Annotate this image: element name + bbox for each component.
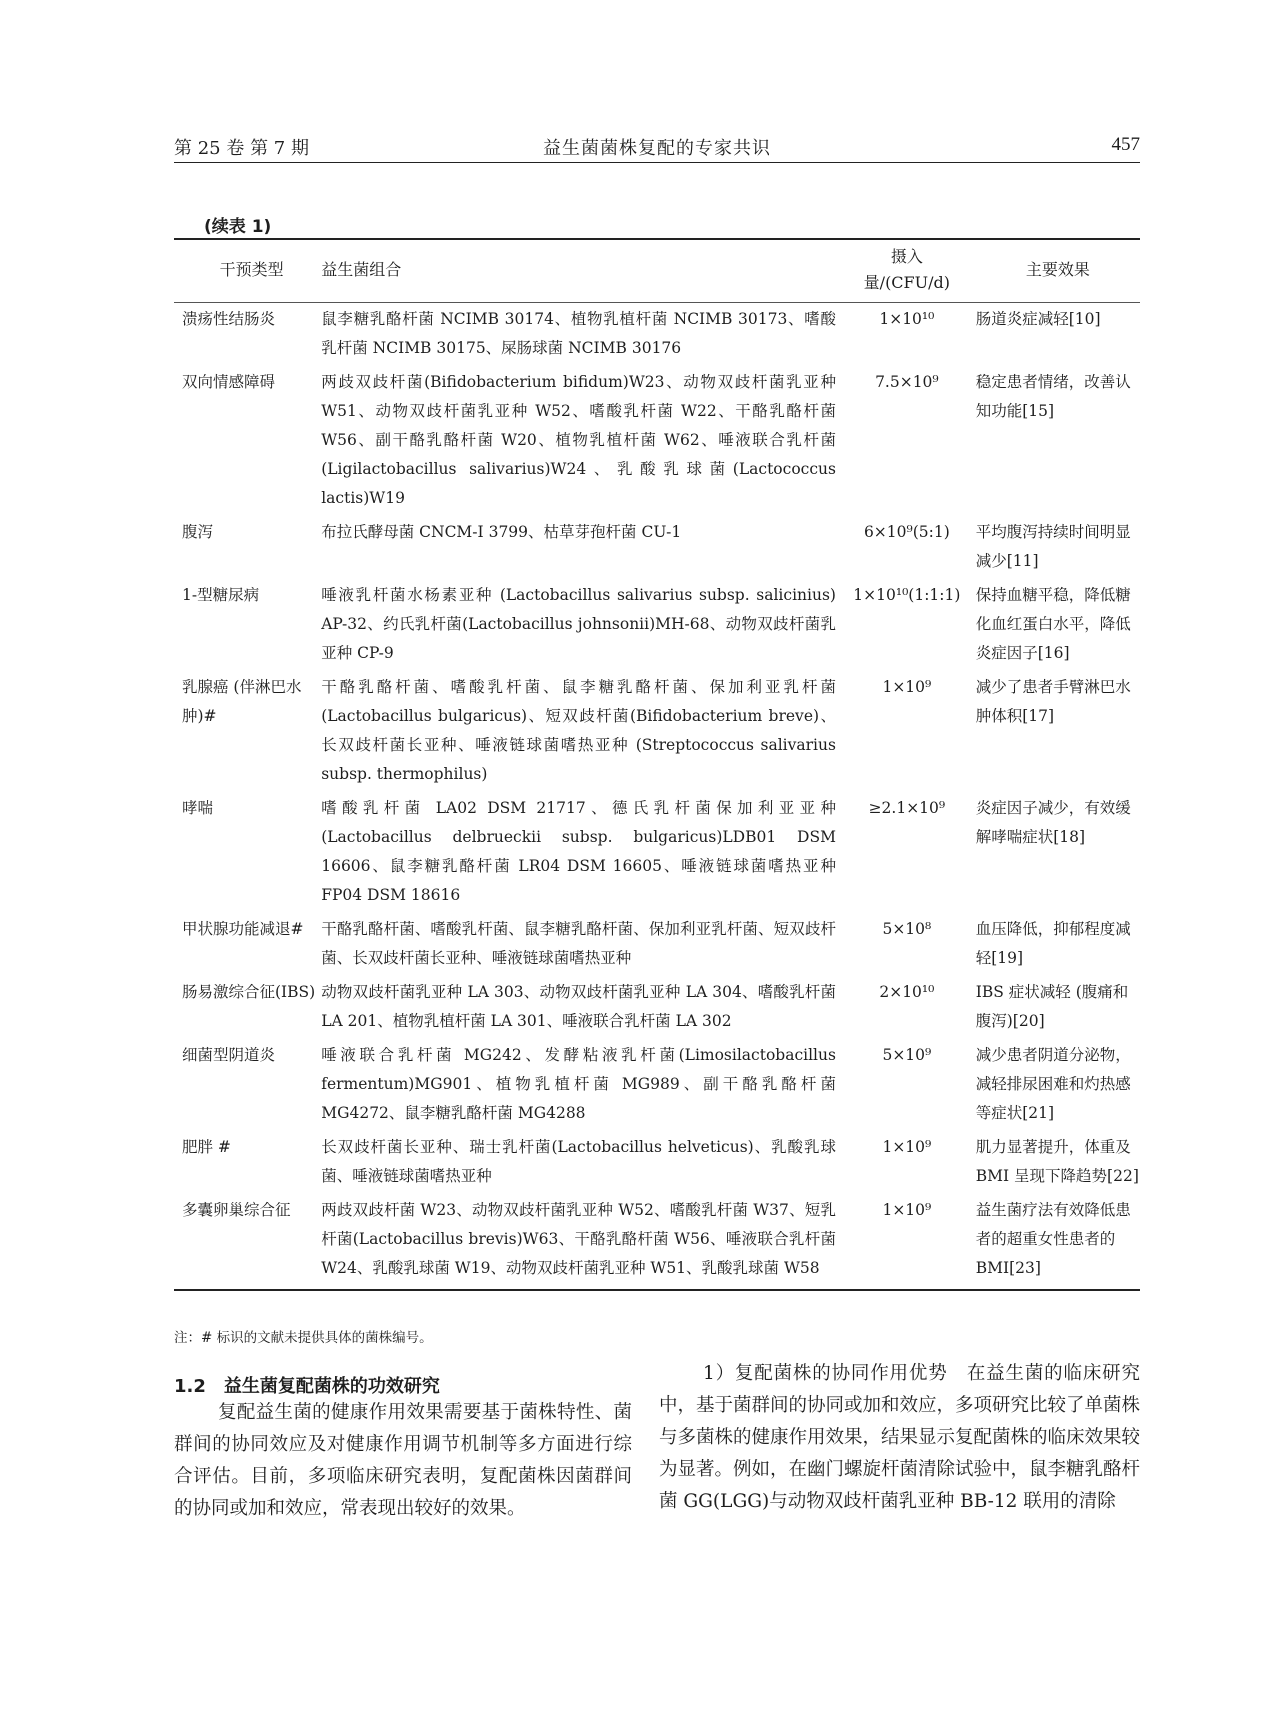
- cell-dose: ≥2.1×10⁹: [868, 799, 946, 817]
- column-header-dose: 摄入量/(CFU/d): [848, 239, 966, 303]
- cell-effect: 平均腹泻持续时间明显减少[11]: [975, 523, 1131, 570]
- cell-effect: 益生菌疗法有效降低患者的超重女性患者的 BMI[23]: [966, 1194, 1140, 1290]
- cell-dose: 2×10¹⁰: [879, 983, 935, 1001]
- cell-combo: 干酪乳酪杆菌、嗜酸乳杆菌、鼠李糖乳酪杆菌、保加利亚乳杆菌(Lactobacillus bulgaricus)、短双歧杆菌(Bifidobacterium breve)、长双歧杆菌长亚种、唾液链球菌嗜热亚种 (Streptococcus salivarius subsp. thermophilus): [321, 678, 836, 783]
- cell-type: 1-型糖尿病: [182, 586, 260, 604]
- journal-volume-issue: 第 25 卷 第 7 期: [174, 138, 309, 159]
- cell-effect: 稳定患者情绪，改善认知功能[15]: [975, 373, 1131, 420]
- page-number: 457: [1111, 134, 1140, 155]
- cell-effect: 减少患者阴道分泌物，减轻排尿困难和灼热感等症状[21]: [975, 1046, 1131, 1122]
- cell-effect: 肌力显著提升，体重及 BMI 呈现下降趋势[22]: [975, 1138, 1139, 1185]
- cell-combo: 嗜酸乳杆菌 LA02 DSM 21717、德氏乳杆菌保加利亚亚种(Lactobacillus delbrueckii subsp. bulgaricus)LDB01 DSM 16606、鼠李糖乳酪杆菌 LR04 DSM 16605、唾液链球菌嗜热亚种 FP04 DSM 18616: [321, 799, 836, 904]
- table-row: [174, 671, 1140, 792]
- cell-combo: 两歧双歧杆菌(Bifidobacterium bifidum)W23、动物双歧杆菌乳亚种 W51、动物双歧杆菌乳亚种 W52、嗜酸乳杆菌 W22、干酪乳酪杆菌 W56、副干酪乳酪杆菌 W20、植物乳植杆菌 W62、唾液联合乳杆菌(Ligilactobacillus salivarius)W24、乳酸乳球菌(Lactococcus lactis)W19: [321, 373, 836, 507]
- cell-dose: 1×10⁹: [882, 1138, 932, 1156]
- table-row: [174, 1194, 1140, 1290]
- running-header: [174, 134, 1140, 163]
- cell-combo: 布拉氏酵母菌 CNCM-I 3799、枯草芽孢杆菌 CU-1: [321, 523, 682, 541]
- cell-type: 溃疡性结肠炎: [182, 310, 276, 328]
- cell-dose: 5×10⁹: [882, 1046, 932, 1064]
- table-row: [174, 1039, 1140, 1131]
- table-row: [174, 579, 1140, 671]
- cell-type: 腹泻: [182, 523, 214, 541]
- table-row: [174, 366, 1140, 516]
- body-paragraph-left: 复配益生菌的健康作用效果需要基于菌株特性、菌群间的协同效应及对健康作用调节机制等多方面进行综合评估。目前，多项临床研究表明，复配菌株因菌群间的协同或加和效应，常表现出较好的效果。: [174, 1402, 632, 1519]
- table-note: 注：# 标识的文献未提供具体的菌株编号。: [174, 1330, 433, 1346]
- cell-effect: IBS 症状减轻 (腹痛和腹泻)[20]: [975, 983, 1129, 1030]
- column-header-combo: 益生菌组合: [321, 239, 848, 303]
- table-row: [174, 976, 1140, 1039]
- cell-type: 肠易激综合征(IBS): [182, 983, 316, 1001]
- cell-dose: 1×10⁹: [848, 1194, 966, 1290]
- cell-combo: 鼠李糖乳酪杆菌 NCIMB 30174、植物乳植杆菌 NCIMB 30173、嗜酸乳杆菌 NCIMB 30175、屎肠球菌 NCIMB 30176: [321, 310, 836, 357]
- column-header-type: 干预类型: [174, 239, 321, 303]
- table-row: [174, 913, 1140, 976]
- cell-type: 哮喘: [182, 799, 214, 817]
- table-row: [174, 303, 1140, 367]
- cell-dose: 7.5×10⁹: [875, 373, 939, 391]
- cell-effect: 血压降低，抑郁程度减轻[19]: [975, 920, 1131, 967]
- table-row: [174, 1131, 1140, 1194]
- cell-type: 乳腺癌 (伴淋巴水肿)#: [182, 678, 302, 725]
- cell-dose: 1×10¹⁰(1:1:1): [853, 586, 961, 604]
- running-title: 益生菌菌株复配的专家共识: [543, 138, 771, 159]
- cell-effect: 肠道炎症减轻[10]: [975, 310, 1101, 328]
- cell-type: 肥胖 #: [182, 1138, 231, 1156]
- cell-combo: 动物双歧杆菌乳亚种 LA 303、动物双歧杆菌乳亚种 LA 304、嗜酸乳杆菌 LA 201、植物乳植杆菌 LA 301、唾液联合乳杆菌 LA 302: [321, 983, 836, 1030]
- column-header-effect: 主要效果: [966, 239, 1140, 303]
- cell-type: 细菌型阴道炎: [182, 1046, 276, 1064]
- cell-dose: 5×10⁸: [882, 920, 932, 938]
- cell-type: 多囊卵巢综合征: [174, 1194, 321, 1290]
- cell-combo: 两歧双歧杆菌 W23、动物双歧杆菌乳亚种 W52、嗜酸乳杆菌 W37、短乳杆菌(Lactobacillus brevis)W63、干酪乳酪杆菌 W56、唾液联合乳杆菌 W24、乳酸乳球菌 W19、动物双歧杆菌乳亚种 W51、乳酸乳球菌 W58: [321, 1194, 848, 1290]
- cell-dose: 1×10¹⁰: [879, 310, 935, 328]
- cell-dose: 1×10⁹: [882, 678, 932, 696]
- table-row: [174, 516, 1140, 579]
- body-paragraph-right: 1）复配菌株的协同作用优势 在益生菌的临床研究中，基于菌群间的协同或加和效应，多项研究比较了单菌株与多菌株的健康作用效果，结果显示复配菌株的临床效果较为显著。例如，在幽门螺旋杆菌清除试验中，鼠李糖乳酪杆菌 GG(LGG)与动物双歧杆菌乳亚种 BB-12 联用的清除: [659, 1363, 1141, 1512]
- cell-combo: 唾液乳杆菌水杨素亚种 (Lactobacillus salivarius subsp. salicinius) AP-32、约氏乳杆菌(Lactobacillus johnsonii)MH-68、动物双歧杆菌乳亚种 CP-9: [321, 586, 836, 662]
- table-caption: (续表 1): [204, 217, 272, 237]
- cell-combo: 干酪乳酪杆菌、嗜酸乳杆菌、鼠李糖乳酪杆菌、保加利亚乳杆菌、短双歧杆菌、长双歧杆菌长亚种、唾液链球菌嗜热亚种: [321, 920, 836, 967]
- section-heading: 1.2 益生菌复配菌株的功效研究: [174, 1376, 440, 1397]
- table-row: [174, 792, 1140, 913]
- cell-type: 甲状腺功能减退#: [182, 920, 304, 938]
- cell-type: 双向情感障碍: [182, 373, 276, 391]
- table-header-row: [174, 239, 1140, 303]
- cell-effect: 保持血糖平稳，降低糖化血红蛋白水平，降低炎症因子[16]: [975, 586, 1131, 662]
- cell-combo: 唾液联合乳杆菌 MG242、发酵粘液乳杆菌(Limosilactobacillus fermentum)MG901、植物乳植杆菌 MG989、副干酪乳酪杆菌 MG4272、鼠李糖乳酪杆菌 MG4288: [321, 1046, 836, 1122]
- cell-combo: 长双歧杆菌长亚种、瑞士乳杆菌(Lactobacillus helveticus)、乳酸乳球菌、唾液链球菌嗜热亚种: [321, 1138, 836, 1185]
- probiotic-table: [174, 238, 1140, 1291]
- cell-dose: 6×10⁹(5:1): [863, 523, 950, 541]
- cell-effect: 减少了患者手臂淋巴水肿体积[17]: [975, 678, 1131, 725]
- cell-effect: 炎症因子减少，有效缓解哮喘症状[18]: [975, 799, 1131, 846]
